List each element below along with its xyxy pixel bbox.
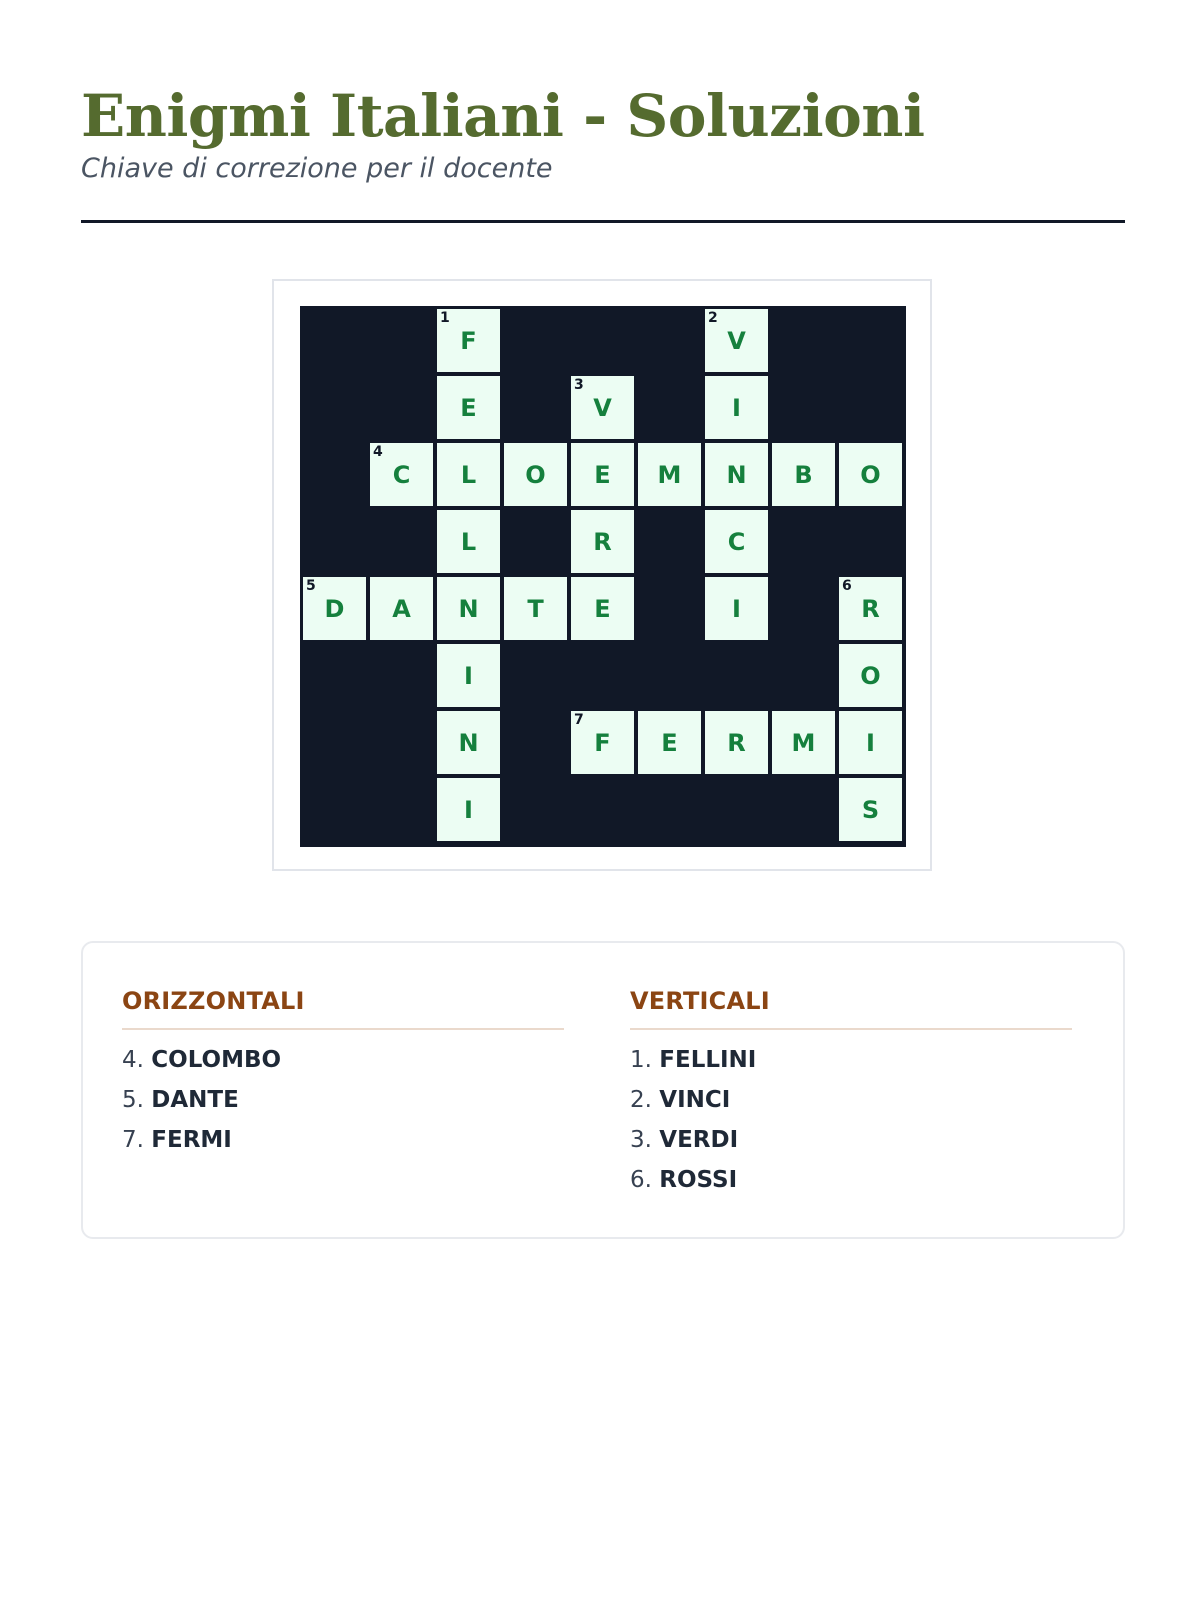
cell-letter: B [794,460,813,489]
clue-number: 6 [842,578,852,594]
cell-letter: C [392,460,411,489]
down-list [630,1040,1072,1200]
clue-number: 7 [574,712,584,728]
crossword-cell [437,577,500,640]
clue-number: 2 [708,310,718,326]
crossword-cell [839,711,902,774]
down-clues [630,986,1072,1200]
clue-item [630,1040,1072,1080]
page-header [81,80,1125,186]
clue-item-answer: ROSSI [659,1167,738,1193]
crossword-cell [638,711,701,774]
cell-letter: O [860,460,881,489]
cell-letter: T [527,594,544,623]
cell-letter: L [460,527,477,556]
cell-letter: M [791,728,816,757]
clue-item [122,1120,564,1160]
clue-item-number: 3. [630,1127,660,1153]
crossword-cell [437,644,500,707]
crossword-cell [571,711,634,774]
crossword-cell [571,510,634,573]
crossword-cell [705,443,768,506]
clue-item-number: 2. [630,1087,660,1113]
clue-item-number: 6. [630,1167,660,1193]
cell-letter: C [727,527,746,556]
crossword-cell [772,443,835,506]
clue-item [630,1080,1072,1120]
cell-letter: I [732,393,741,422]
clue-number: 1 [440,310,450,326]
cell-letter: A [392,594,411,623]
clue-item-answer: DANTE [151,1087,239,1113]
cell-letter: I [732,594,741,623]
cell-letter: N [726,460,747,489]
crossword-cell [705,711,768,774]
clue-item [122,1040,564,1080]
crossword-cell [571,577,634,640]
crossword-cell [839,778,902,841]
page-subtitle: Chiave di correzione per il docente [81,153,553,184]
cell-letter: R [727,728,746,757]
crossword-cell [303,577,366,640]
crossword-cell [705,510,768,573]
cell-letter: N [458,594,479,623]
clue-item-number: 5. [122,1087,152,1113]
clue-item-number: 4. [122,1047,152,1073]
crossword-cell [638,443,701,506]
cell-letter: D [324,594,345,623]
crossword-cell [370,577,433,640]
clue-item-answer: FELLINI [659,1047,757,1073]
cell-letter: O [525,460,546,489]
crossword-cell [437,443,500,506]
clue-item [122,1080,564,1120]
clue-item-number: 1. [630,1047,660,1073]
across-list [122,1040,564,1160]
crossword-cell [772,711,835,774]
cell-letter: E [594,594,611,623]
cell-letter: V [727,326,746,355]
crossword-cell [705,376,768,439]
clue-item [630,1160,1072,1200]
header-divider [81,220,1125,223]
cell-letter: E [594,460,611,489]
clue-item-answer: VINCI [659,1087,731,1113]
cell-letter: I [464,661,473,690]
clue-number: 4 [373,444,383,460]
across-divider [122,1028,564,1030]
crossword-cell [839,577,902,640]
cell-letter: I [464,795,473,824]
clue-item-answer: FERMI [151,1127,232,1153]
crossword-cell [705,577,768,640]
crossword-cell [839,644,902,707]
page-title: Enigmi Italiani - Soluzioni [81,82,925,150]
cell-letter: R [593,527,612,556]
cell-letter: S [861,795,880,824]
cell-letter: N [458,728,479,757]
cell-letter: O [860,661,881,690]
crossword-cell [437,376,500,439]
cell-letter: R [861,594,880,623]
clue-item-answer: COLOMBO [151,1047,282,1073]
cell-letter: V [593,393,612,422]
crossword-cell [504,443,567,506]
cell-letter: L [460,460,477,489]
crossword-cell [437,711,500,774]
across-heading: ORIZZONTALI [122,987,305,1015]
crossword-cell [705,309,768,372]
crossword-cell [437,778,500,841]
crossword-cell [504,577,567,640]
down-heading: VERTICALI [630,987,770,1015]
crossword-cell [437,309,500,372]
cell-letter: F [460,326,477,355]
cell-letter: E [460,393,477,422]
crossword-grid [300,306,906,847]
clue-item-answer: VERDI [659,1127,739,1153]
clue-number: 5 [306,578,316,594]
cell-letter: F [594,728,611,757]
clue-item [630,1120,1072,1160]
down-divider [630,1028,1072,1030]
crossword-cell [571,443,634,506]
cell-letter: I [866,728,875,757]
cell-letter: M [657,460,682,489]
crossword-cell [839,443,902,506]
clue-number: 3 [574,377,584,393]
crossword-cell [571,376,634,439]
across-clues [122,986,564,1160]
crossword-cell [370,443,433,506]
crossword-cell [437,510,500,573]
clues-panel [81,941,1125,1239]
cell-letter: E [661,728,678,757]
clue-item-number: 7. [122,1127,152,1153]
